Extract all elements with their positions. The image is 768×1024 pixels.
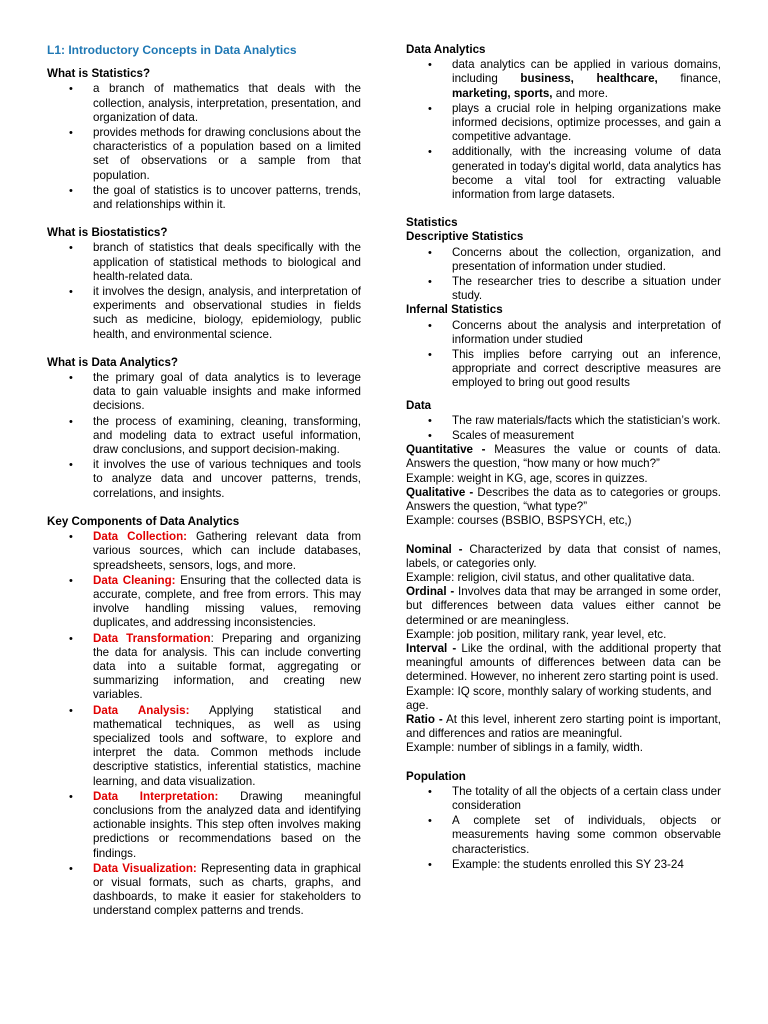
list-item: • it involves the design, analysis, and interpretation of experiments and observational studies in fields such as medicine, biology, epidemiology, public health, and environmental science. [47,285,361,342]
section-biostatistics [47,226,361,342]
term-ordinal: Ordinal - [406,585,455,599]
list-item: • The totality of all the objects of a certain class under consideration [406,785,721,813]
term-description: : Preparing and organizing the data for analysis. This can include converting data into a suitable format, aggregating or summarizing information, and creating new variables. [93,631,361,702]
term-data-cleaning: Data Cleaning: [93,573,176,587]
list-item: • A complete set of individuals, objects or measurements having some common observable characteristics. [406,814,721,857]
example-quantitative: Example: weight in KG, age, scores in quizzes. [406,471,648,485]
term-description: Drawing meaningful conclusions from the analyzed data and identifying actionable insights. This step often involves making predictions or recommendations based on the findings. [93,789,361,860]
heading-data: Data [406,398,432,412]
example-qualitative: Example: courses (BSBIO, BSPSYCH, etc,) [406,514,632,528]
heading-key-components: Key Components of Data Analytics [47,514,240,528]
section-key-components [47,515,361,919]
example-interval: Example: IQ score, monthly salary of working students, and age. [406,684,712,712]
key-components-list [47,530,361,918]
data-analytics-list [47,371,361,501]
section-data-analytics [47,356,361,501]
term-qualitative: Qualitative - [406,485,474,499]
definition-quantitative [406,443,721,471]
heading-what-is-statistics: What is Statistics? [47,67,151,81]
example-ordinal: Example: job position, military rank, year level, etc. [406,627,667,641]
heading-inferential-statistics: Infernal Statistics [406,303,503,317]
list-item: • branch of statistics that deals specifically with the application of statistical methods to biological and health-related data. [47,241,361,284]
definition-qualitative [406,486,721,514]
list-item: • the primary goal of data analytics is to leverage data to gain valuable insights and make informed decisions. [47,371,361,414]
descriptive-list [406,246,721,304]
list-item: • the goal of statistics is to uncover patterns, trends, and relationships within it. [47,184,361,212]
term-data-collection: Data Collection: [93,530,188,544]
list-item: • a branch of mathematics that deals with the collection, analysis, interpretation, presentation, and organization of data. [47,82,361,125]
section-data [406,399,721,529]
list-item: • it involves the use of various techniques and tools to analyze data and uncover patterns, trends, correlations, and insights. [47,458,361,501]
heading-population: Population [406,769,466,783]
heading-statistics: Statistics [406,216,458,230]
section-scales [406,543,721,756]
text-segment: data analytics can be applied in various domains, including [452,58,721,86]
list-item: • Concerns about the analysis and interpretation of information under studied [406,319,721,347]
term-ratio: Ratio - [406,712,443,726]
list-item: • The raw materials/facts which the statistician’s work. [406,414,721,428]
data-list [406,414,721,443]
term-data-transformation: Data Transformation [93,631,211,645]
document-title: L1: Introductory Concepts in Data Analytics [47,43,297,57]
term-nominal: Nominal - [406,542,463,556]
bold-domains: marketing, sports, [452,86,553,100]
population-list [406,785,721,872]
section-statistics-types [406,216,721,390]
term-data-visualization: Data Visualization: [93,861,197,875]
definition-ratio [406,713,721,741]
heading-what-is-biostatistics: What is Biostatistics? [47,226,168,240]
list-item: • The researcher tries to describe a situation under study. [406,275,721,303]
term-data-analysis: Data Analysis: [93,703,190,717]
list-item: • Example: the students enrolled this SY 23-24 [406,858,721,872]
list-item: • This implies before carrying out an inference, appropriate and correct descriptive measures are employed to bring out good results [406,348,721,391]
list-item: • provides methods for drawing conclusions about the characteristics of a population based on a limited set of observations or a sample from that population. [47,126,361,183]
heading-data-analytics: Data Analytics [406,43,486,56]
term-description: Applying statistical and mathematical techniques, as well as using specialized tools and software, to explore and interpret the data. Common methods include descriptive statistics, inferential statistics, machine learning, and data visualization. [93,703,361,788]
heading-descriptive-statistics: Descriptive Statistics [406,230,524,244]
inferential-list [406,319,721,391]
example-ratio: Example: number of siblings in a family, width. [406,741,643,755]
definition-ordinal [406,585,721,628]
term-description: Measures the value or counts of data. Answers the question, “how many or how much?” [406,443,721,471]
term-description: Representing data in graphical or visual formats, such as charts, graphs, and dashboards, to make it easier for stakeholders to understand complex patterns and trends. [93,861,361,918]
list-item: • plays a crucial role in helping organizations make informed decisions, optimize processes, and gain a competitive advantage. [406,102,721,145]
list-item [406,58,721,101]
term-description: Involves data that may be arranged in some order, but differences between data values either cannot be determined or are meaningless. [406,585,721,627]
list-item: • Scales of measurement [406,429,721,443]
list-item: • the process of examining, cleaning, transforming, and modeling data to extract useful information, draw conclusions, and support decision-making. [47,415,361,458]
example-nominal: Example: religion, civil status, and other qualitative data. [406,570,695,584]
list-item [47,632,361,703]
right-column [406,43,721,886]
bold-domains: business, healthcare, [520,72,658,86]
text-segment: finance, [657,72,721,86]
section-statistics [47,67,361,212]
list-item: • additionally, with the increasing volume of data generated in today's digital world, data analytics has become a vital tool for extracting valuable information from large datasets. [406,145,721,202]
term-interval: Interval - [406,641,457,655]
biostatistics-list [47,241,361,341]
term-quantitative: Quantitative - [406,443,486,457]
term-data-interpretation: Data Interpretation: [93,789,219,803]
statistics-list [47,82,361,212]
term-description: At this level, inherent zero starting point is important, and differences and ratios are meaningful. [406,712,721,741]
term-description: Like the ordinal, with the additional property that meaningful amounts of differences between data can be determined. However, no inherent zero starting point is used. [406,641,722,684]
section-population [406,770,721,872]
term-description: Ensuring that the collected data is accurate, complete, and free from errors. This may involve handling missing values, removing duplicates, and addressing inconsistencies. [93,573,361,630]
left-column [47,43,361,933]
list-item [47,704,361,789]
list-item [47,530,361,573]
list-item [47,862,361,919]
list-item [47,790,361,861]
term-description: Characterized by data that consist of names, labels, or categories only. [406,542,721,570]
heading-what-is-data-analytics: What is Data Analytics? [47,355,178,369]
term-description: Describes the data as to categories or groups. Answers the question, “what type?” [406,485,721,514]
definition-interval [406,642,721,685]
section-data-analytics-right [406,43,721,202]
list-item: • Concerns about the collection, organization, and presentation of information under studied. [406,246,721,274]
term-description: Gathering relevant data from various sources, which can include databases, spreadsheets, sensors, logs, and more. [93,530,361,572]
data-analytics-domains-list [406,58,721,202]
text-segment: and more. [552,86,608,100]
definition-nominal [406,543,721,571]
list-item [47,574,361,631]
